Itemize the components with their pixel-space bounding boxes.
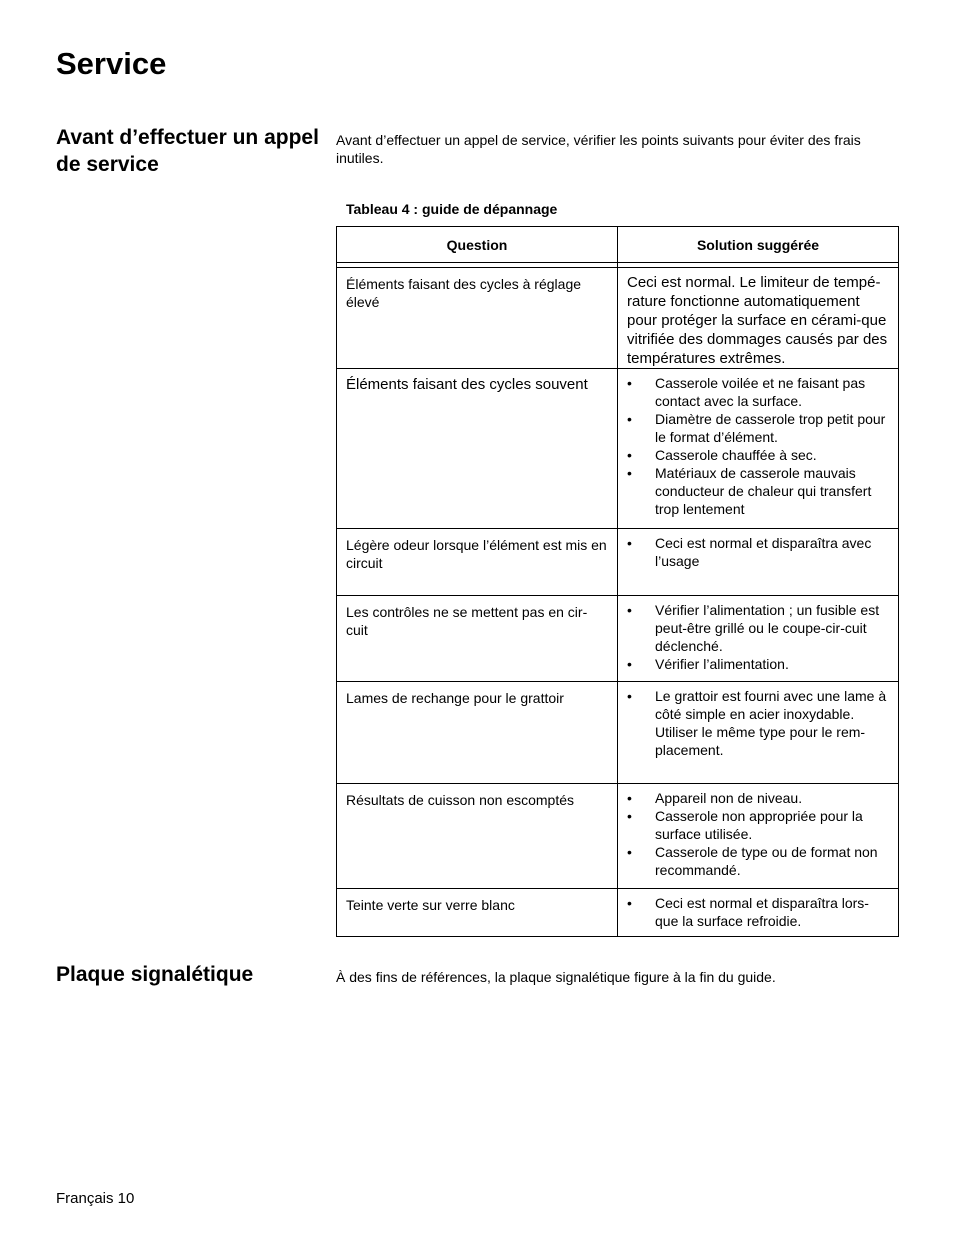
solution-bullet: • Matériaux de casserole mauvais conducteur de chaleur qui transfert trop lentement (627, 464, 889, 518)
question-cell (337, 889, 618, 937)
question-cell (337, 268, 618, 369)
question-cell (337, 369, 618, 529)
solution-bullet: • Casserole non appropriée pour la surface utilisée. (627, 807, 889, 843)
solution-bullet: • Casserole voilée et ne faisant pas contact avec la surface. (627, 374, 889, 410)
table-caption: Tableau 4 : guide de dépannage (346, 201, 558, 217)
question-cell (337, 596, 618, 682)
solution-cell (618, 889, 899, 937)
solution-cell (618, 529, 899, 596)
solution-bullet: • Diamètre de casserole trop petit pour le format d’élément. (627, 410, 889, 446)
solution-text: Ceci est normal. Le limiteur de tempé-rature fonctionne automatiquement pour protéger la surface en cérami-que vitrifiée des dommages causés par des températures extrêmes. (627, 274, 888, 367)
solution-cell (618, 268, 899, 369)
solution-cell (618, 682, 899, 784)
troubleshooting-table (336, 226, 899, 937)
table-row (337, 268, 899, 369)
solution-bullet: • Vérifier l’alimentation. (627, 655, 889, 673)
solution-cell (618, 784, 899, 889)
solution-bullet: • Casserole chauffée à sec. (627, 446, 889, 464)
question-text: Teinte verte sur verre blanc (346, 897, 515, 913)
solution-bullet: • Vérifier l’alimentation ; un fusible est peut-être grillé ou le coupe-cir-cuit déclenché. (627, 601, 889, 655)
column-header-question: Question (337, 227, 618, 263)
page-footer: Français 10 (56, 1190, 135, 1207)
question-text: Les contrôles ne se mettent pas en cir-cuit (346, 604, 588, 638)
page-title: Service (56, 46, 167, 81)
question-text: Éléments faisant des cycles souvent (346, 376, 588, 393)
table-header-row (337, 227, 899, 263)
question-text: Éléments faisant des cycles à réglage élevé (346, 276, 582, 310)
solution-bullet: • Le grattoir est fourni avec une lame à côté simple en acier inoxydable. Utiliser le même type pour le rem-placement. (627, 687, 889, 759)
solution-cell (618, 369, 899, 529)
solution-bullet: • Casserole de type ou de format non recommandé. (627, 843, 889, 879)
section-heading-before-service-call: Avant d’effectuer un appel de service (56, 126, 319, 176)
question-text: Résultats de cuisson non escomptés (346, 792, 575, 808)
table-row (337, 682, 899, 784)
question-cell (337, 784, 618, 889)
table-row (337, 596, 899, 682)
question-text: Lames de rechange pour le grattoir (346, 690, 564, 706)
solution-bullet: • Ceci est normal et disparaîtra avec l’usage (627, 534, 889, 570)
section-heading-rating-plate: Plaque signalétique (56, 963, 254, 986)
section-intro-text: Avant d’effectuer un appel de service, vérifier les points suivants pour éviter des frais inutiles. (336, 132, 861, 166)
rating-plate-text: À des fins de références, la plaque signalétique figure à la fin du guide. (336, 969, 776, 985)
table-row (337, 784, 899, 889)
question-cell (337, 682, 618, 784)
solution-cell (618, 596, 899, 682)
solution-bullet: • Ceci est normal et disparaîtra lors-que la surface refroidie. (627, 894, 889, 930)
question-text: Légère odeur lorsque l’élément est mis en circuit (346, 537, 607, 571)
column-header-solution: Solution suggérée (618, 227, 899, 263)
table-row (337, 889, 899, 937)
table-row (337, 369, 899, 529)
solution-bullet: • Appareil non de niveau. (627, 789, 889, 807)
table-row (337, 529, 899, 596)
question-cell (337, 529, 618, 596)
